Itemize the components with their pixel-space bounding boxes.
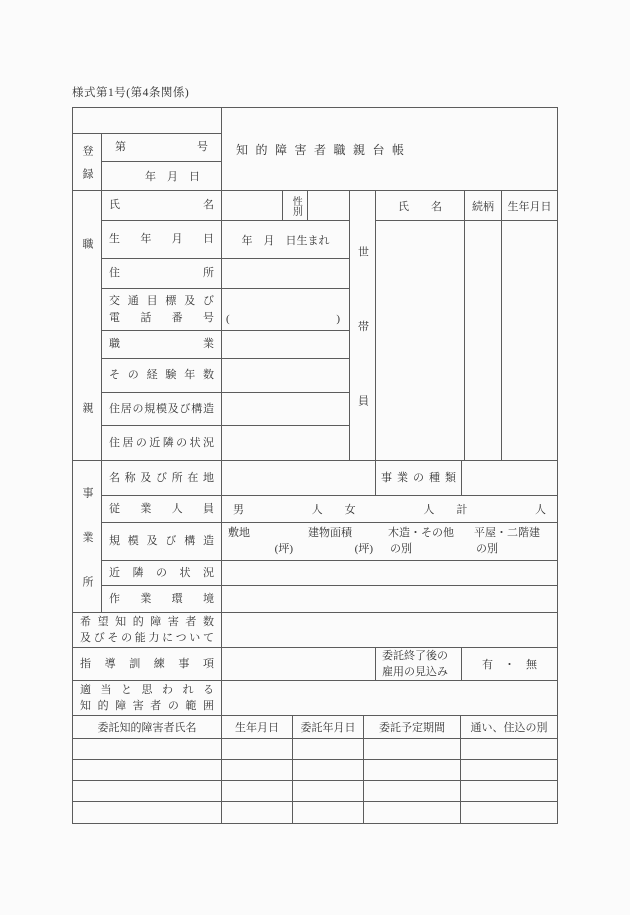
entrusted-header-commute: 通い、住込の別 [470,722,548,734]
entrusted-cell-birth [222,802,293,823]
total-label: 計 [456,504,468,516]
form-title: 知的障害者職親台帳 [236,142,412,157]
entrusted-cell-period [364,739,461,759]
employment-prospect-label-line2: 雇用の見込み [382,666,448,678]
site-label: 敷地 [228,527,250,539]
business-section [73,461,557,613]
registration-number-suffix: 号 [197,141,208,154]
female-label: 女 [344,504,356,516]
suitable-row [73,681,557,716]
employment-prospect-label-line1: 委託終了後の [382,649,448,662]
entrusted-cell-commute [461,802,557,823]
occupation-value-cell [222,331,349,358]
entrusted-cell-date [293,739,364,759]
birth-value: 年 月 日生まれ [241,234,330,247]
guardian-section [73,191,557,461]
entrusted-header-name: 委託知的障害者氏名 [73,716,222,738]
employees-female-group [334,496,446,522]
entrusted-cell-period [364,802,461,823]
business-type-label: 事業の種類 [381,471,456,484]
entrusted-cell-birth [222,781,293,801]
structure-value-cell [222,523,557,560]
male-unit: 人 [311,504,323,516]
paren-close: ) [336,313,340,325]
structure-label: 規模及び構造 [109,535,214,548]
registration-label: 登録 [81,145,93,179]
entrusted-cell-name [73,760,222,780]
desired-label-line2: 及びその能力について [80,632,214,644]
female-unit: 人 [423,504,435,516]
site-segment [222,523,302,560]
registration-number-cell [102,134,221,162]
household-name-column [376,221,465,460]
employees-value-cell [222,496,557,522]
occupation-label: 職業 [109,338,214,351]
form-table [72,107,558,824]
residence-structure-value-cell [222,393,349,425]
entrusted-header-period: 委託予定期間 [364,716,461,738]
guardian-section-label-cell [73,191,102,460]
business-neighborhood-label: 近隣の状況 [109,566,214,579]
building-area-segment [302,523,382,560]
registration-number-prefix: 第 [115,141,126,154]
sex-value-cell [308,191,349,220]
experience-value-cell [222,359,349,392]
site-unit: (坪) [274,542,293,555]
training-value-cell [222,648,376,680]
contact-value-cell [222,289,349,330]
storey-label: 平屋・二階建 [474,527,540,539]
training-row [73,648,557,681]
household-header-relation: 続柄 [465,191,502,220]
entrusted-cell-date [293,802,364,823]
experience-label: その経験年数 [109,369,214,382]
business-neighborhood-value-cell [222,561,557,585]
entrusted-cell-commute [461,760,557,780]
building-area-unit: (坪) [354,542,373,555]
entrusted-cell-name [73,781,222,801]
employment-prospect-options: 有 ・ 無 [482,659,537,671]
household-relation-column [465,221,502,460]
registration-block [73,108,222,190]
work-env-value-cell [222,586,557,612]
business-type-value-cell [462,461,557,495]
entrusted-cell-date [293,781,364,801]
residence-neighborhood-value-cell [222,426,349,460]
name-value-cell [222,191,283,220]
employees-total-group [445,496,557,522]
business-section-label-cell [73,461,102,612]
entrusted-cell-period [364,760,461,780]
desired-row [73,613,557,648]
entrusted-cell-name [73,739,222,759]
header-section [73,108,557,191]
work-env-label: 作業環境 [109,592,214,605]
address-value-cell [222,259,349,288]
paren-open: ( [226,313,230,325]
registration-label-cell [73,134,102,190]
name-label: 氏名 [109,199,214,212]
construction-segment [382,523,468,560]
suitable-label-line2: 知的障害者の範囲 [80,700,214,712]
entrusted-header-date: 委託年月日 [293,716,364,738]
construction-label2: の別 [390,542,412,555]
suitable-label-line1: 適当と思われる [80,683,214,696]
contact-label-line2: 電話番号 [109,311,214,324]
entrusted-header-birth: 生年月日 [222,716,293,738]
business-section-label: 事業所 [81,486,93,587]
registration-date-text: 年 月 日 [145,171,200,183]
entrusted-cell-birth [222,760,293,780]
header-empty-cell [73,108,221,134]
guardian-fields [102,191,350,460]
male-label: 男 [233,504,244,516]
desired-value-cell [222,613,557,647]
employees-male-group [222,496,334,522]
entrusted-cell-commute [461,781,557,801]
building-area-label: 建物面積 [308,527,352,539]
entrusted-row [73,781,557,802]
guardian-section-label: 職親 [81,238,93,413]
entrusted-cell-date [293,760,364,780]
entrusted-cell-period [364,781,461,801]
residence-neighborhood-label: 住居の近隣の状況 [109,436,214,449]
sex-label-cell [283,191,308,220]
sex-label: 性別 [290,195,302,216]
entrusted-row [73,760,557,781]
storey-segment [468,523,557,560]
training-label: 指導訓練事項 [80,657,214,670]
entrusted-cell-name [73,802,222,823]
business-name-location-label: 名称及び所在地 [109,471,214,484]
birth-label: 生年月日 [109,233,214,246]
storey-label2: の別 [476,542,498,555]
entrusted-row [73,802,557,823]
household-section-label-cell [350,191,376,460]
household-table [376,191,557,460]
business-name-location-value-cell [222,461,376,495]
form-code: 様式第1号(第4条関係) [72,87,190,99]
registration-date-cell [102,162,221,190]
entrusted-header-row [73,716,557,739]
household-header-birth: 生年月日 [507,200,552,213]
contact-label-line1: 交通目標及び [109,295,214,307]
desired-label-line1: 希望知的障害者数 [80,615,214,628]
entrusted-cell-commute [461,739,557,759]
household-header-name: 氏 名 [376,191,465,220]
employees-label: 従業人員 [109,502,214,515]
entrusted-row [73,739,557,760]
residence-structure-label: 住居の規模及び構造 [109,402,214,415]
construction-label: 木造・その他 [388,527,454,539]
birth-value-cell [222,221,349,258]
total-unit: 人 [535,504,547,516]
household-birth-column [502,221,557,460]
household-section-label: 世帯員 [356,245,369,406]
address-label: 住所 [109,267,214,280]
entrusted-cell-birth [222,739,293,759]
suitable-value-cell [222,681,557,715]
